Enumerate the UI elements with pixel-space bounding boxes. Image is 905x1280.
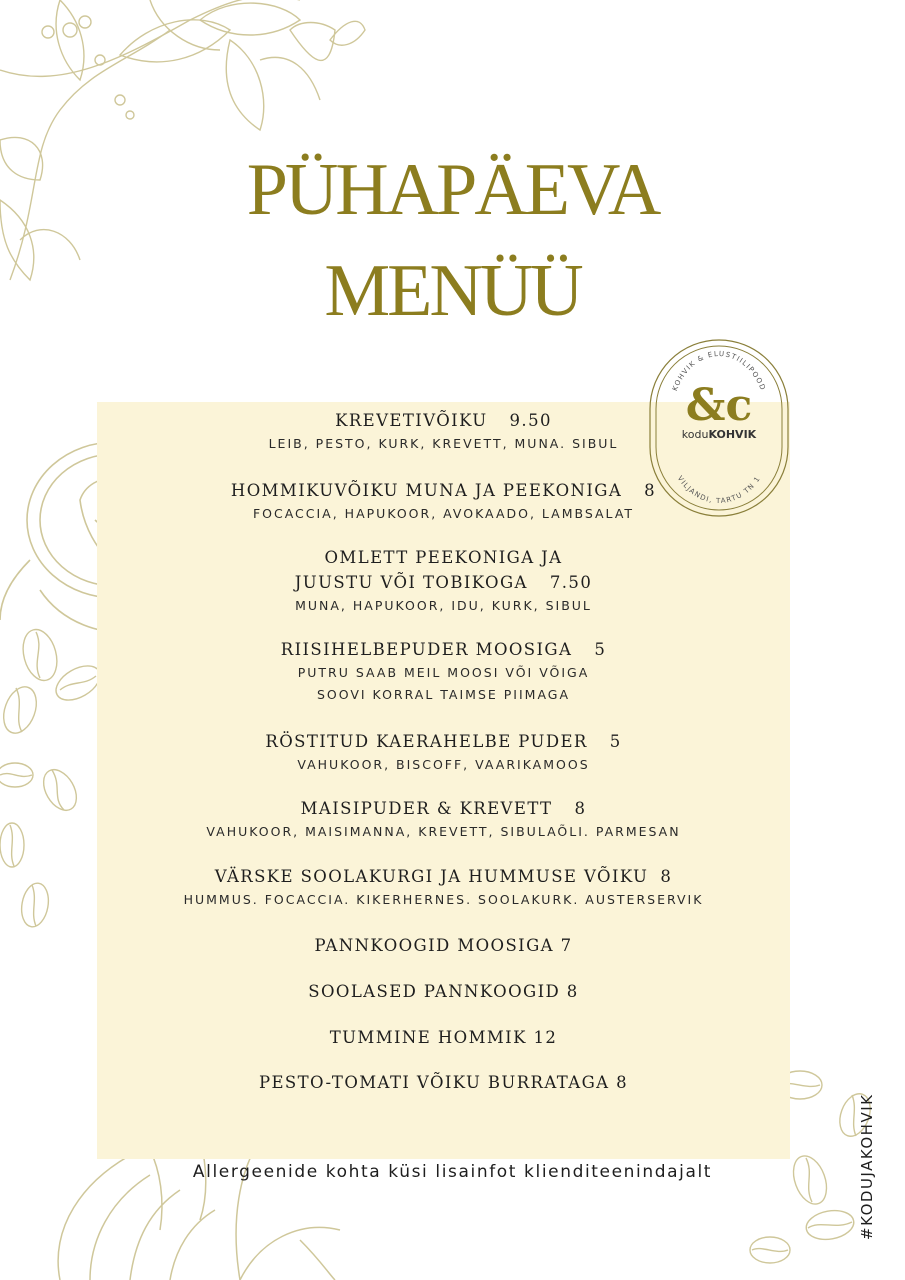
menu-item: [97, 729, 790, 776]
item-name: PANNKOOGID MOOSIGA 7: [314, 936, 573, 955]
item-description: LEIB, PESTO, KURK, KREVETT, MUNA. SIBUL: [268, 436, 619, 451]
menu-title-line1: PÜHAPÄEVA: [246, 149, 659, 231]
item-name-line1: OMLETT PEEKONIGA JA: [324, 548, 563, 567]
item-description: VAHUKOOR, BISCOFF, VAARIKAMOOS: [297, 757, 590, 772]
logo-mark: &c: [685, 380, 753, 431]
item-name: SOOLASED PANNKOOGID 8: [308, 982, 579, 1001]
item-name: RÖSTITUD KAERAHELBE PUDER: [265, 732, 588, 751]
item-price: 8: [644, 481, 657, 500]
menu-item: [97, 637, 790, 706]
item-price: 8: [660, 867, 673, 886]
item-description: PUTRU SAAB MEIL MOOSI VÕI VÕIGA: [297, 665, 590, 680]
item-description: FOCACCIA, HAPUKOOR, AVOKAADO, LAMBSALAT: [252, 506, 635, 521]
item-name: PESTO-TOMATI VÕIKU BURRATAGA 8: [258, 1073, 629, 1092]
item-price: 7.50: [549, 573, 593, 592]
menu-item: [97, 864, 790, 911]
menu-item: [97, 796, 790, 843]
logo-brand-suffix: KOHVIK: [708, 428, 757, 441]
menu-item: [97, 1025, 790, 1050]
item-description: MUNA, HAPUKOOR, IDU, KURK, SIBUL: [295, 598, 592, 613]
item-name-line2: JUUSTU VÕI TOBIKOGA: [294, 573, 528, 592]
allergen-note: Allergeenide kohta küsi lisainfot klienditeenindajalt: [192, 1162, 713, 1182]
menu-item: [97, 478, 790, 525]
item-price: 5: [609, 732, 622, 751]
menu-title-line2: MENÜÜ: [324, 250, 581, 332]
logo-brand-prefix: kodu: [681, 428, 709, 441]
item-name: VÄRSKE SOOLAKURGI JA HUMMUSE VÕIKU: [214, 867, 649, 886]
hashtag: #KODUJAKOHVIK: [858, 1093, 876, 1240]
menu-item: [97, 979, 790, 1004]
item-price: 9.50: [509, 411, 552, 430]
item-name: HOMMIKUVÕIKU MUNA JA PEEKONIGA: [230, 481, 623, 500]
item-price: 8: [574, 799, 587, 818]
item-price: 5: [594, 640, 607, 659]
item-description: HUMMUS. FOCACCIA. KIKERHERNES. SOOLAKURK. AUSTERSERVIK: [183, 892, 704, 907]
item-name: KREVETIVÕIKU: [335, 411, 488, 430]
item-name: RIISIHELBEPUDER MOOSIGA: [280, 640, 573, 659]
item-name: MAISIPUDER & KREVETT: [300, 799, 553, 818]
menu-item: [97, 933, 790, 958]
logo-ring-top: KOHVIK & ELUSTIILIPOOD: [670, 349, 768, 393]
menu-item: [97, 545, 790, 617]
menu-item: [97, 408, 790, 455]
item-description: SOOVI KORRAL TAIMSE PIIMAGA: [316, 687, 571, 702]
logo-ring-bottom: VILJANDI, TARTU TN 1: [675, 474, 763, 506]
coffee-branch-icon: [0, 0, 365, 280]
item-description: VAHUKOOR, MAISIMANNA, KREVETT, SIBULAÕLI. PARMESAN: [206, 824, 681, 839]
menu-item: [97, 1070, 790, 1095]
item-name: TUMMINE HOMMIK 12: [329, 1028, 558, 1047]
